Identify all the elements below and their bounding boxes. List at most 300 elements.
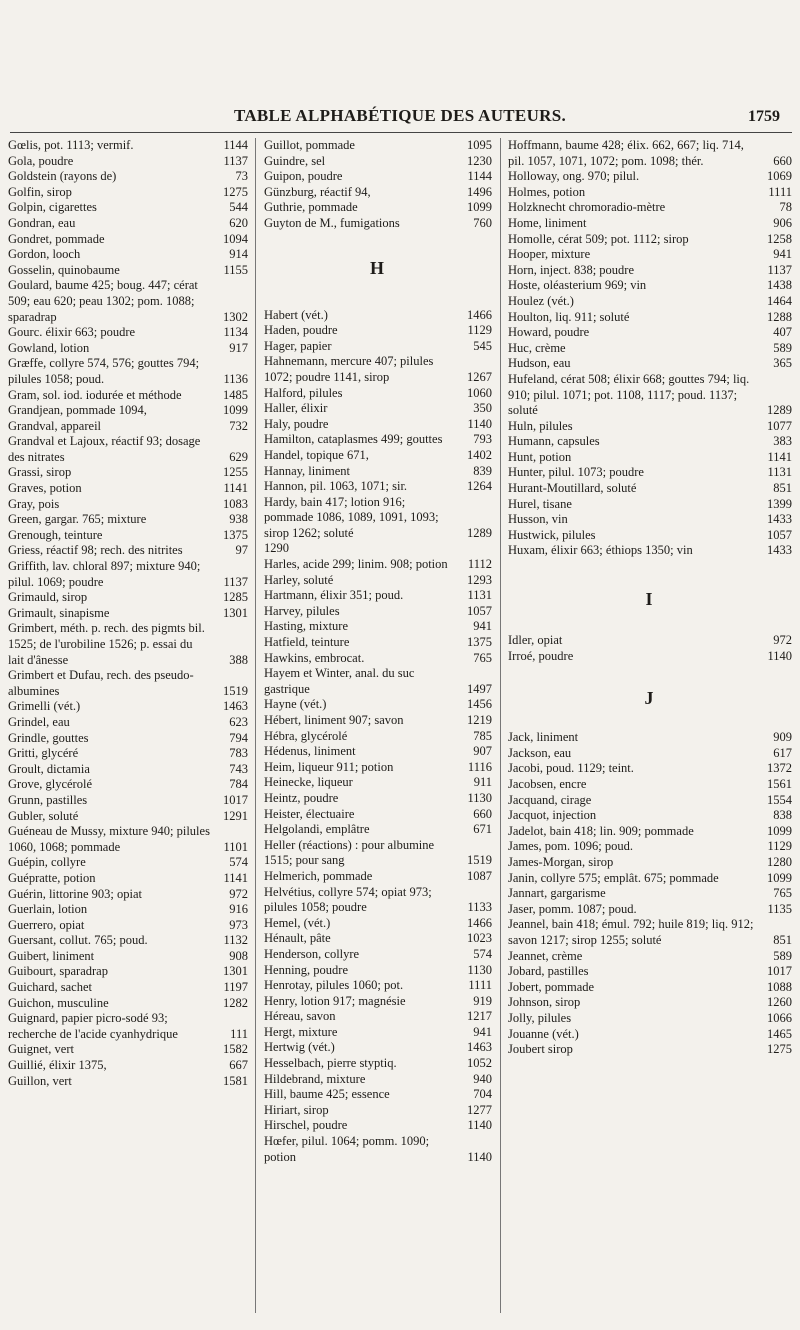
entry-page: 1077 xyxy=(767,418,792,433)
index-entry xyxy=(262,729,492,745)
entry-page: 1301 xyxy=(223,964,248,979)
index-entry xyxy=(262,744,492,760)
entry-text: Handel, topique 671, xyxy=(264,447,369,462)
entry-text: Jacobi, poud. 1129; teint. xyxy=(508,761,634,776)
entry-text: Grandjean, pommade 1094, xyxy=(8,403,147,418)
entry-page: 1140 xyxy=(467,416,492,431)
entry-page: 793 xyxy=(473,432,492,447)
entry-page: 1288 xyxy=(767,309,792,324)
index-entry xyxy=(6,434,248,465)
entry-text: Hédenus, liniment xyxy=(264,744,356,759)
index-entry xyxy=(262,154,492,170)
index-entry xyxy=(262,775,492,791)
entry-text: Griess, réactif 98; rech. des nitrites xyxy=(8,543,183,558)
entry-text: Jackson, eau xyxy=(508,745,572,760)
index-entry xyxy=(6,746,248,762)
index-entry xyxy=(262,495,492,542)
entry-text: Jobard, pastilles xyxy=(508,964,589,979)
index-entry xyxy=(6,902,248,918)
index-entry xyxy=(506,294,792,310)
index-entry xyxy=(6,169,248,185)
entry-page: 1275 xyxy=(223,184,248,199)
index-entry xyxy=(6,497,248,513)
entry-text: Haller, élixir xyxy=(264,401,328,416)
index-entry xyxy=(262,807,492,823)
index-entry xyxy=(6,528,248,544)
index-entry xyxy=(506,216,792,232)
index-entry xyxy=(262,838,492,869)
index-entry xyxy=(6,933,248,949)
entry-text: Goldstein (rayons de) xyxy=(8,169,117,184)
entry-text: Grimault, sinapisme xyxy=(8,605,110,620)
index-entry xyxy=(6,855,248,871)
entry-text: Gœlis, pot. 1113; vermif. xyxy=(8,138,134,152)
index-entry xyxy=(506,917,792,948)
entry-page: 784 xyxy=(229,777,248,792)
entry-text: Guthrie, pommade xyxy=(264,200,358,215)
entry-page: 1582 xyxy=(223,1042,248,1057)
entry-page: 783 xyxy=(229,746,248,761)
entry-text: 1290 xyxy=(264,541,289,556)
page-title: TABLE ALPHABÉTIQUE DES AUTEURS. xyxy=(233,106,567,125)
index-entry xyxy=(506,886,792,902)
entry-text: Hergt, mixture xyxy=(264,1024,338,1039)
index-entry xyxy=(6,824,248,855)
entry-page: 1112 xyxy=(467,557,492,572)
entry-page: 1141 xyxy=(223,870,248,885)
entry-page: 589 xyxy=(773,948,792,963)
entry-page: 704 xyxy=(473,1087,492,1102)
entry-text: Guichon, musculine xyxy=(8,995,109,1010)
entry-text: Haly, poudre xyxy=(264,416,329,431)
index-entry xyxy=(262,822,492,838)
index-entry xyxy=(262,200,492,216)
index-entry xyxy=(262,557,492,573)
index-entry xyxy=(262,869,492,885)
entry-page: 1581 xyxy=(223,1073,248,1088)
index-entry xyxy=(506,746,792,762)
entry-page: 1456 xyxy=(467,697,492,712)
entry-page: 671 xyxy=(473,822,492,837)
index-entry xyxy=(262,916,492,932)
index-entry xyxy=(6,403,248,419)
entry-text: Græffe, collyre 574, 576; gouttes 794; pilules 1058; poud. xyxy=(8,356,200,386)
entry-page: 1141 xyxy=(223,481,248,496)
index-entry xyxy=(262,417,492,433)
entry-text: Henning, poudre xyxy=(264,962,349,977)
index-entry xyxy=(262,354,492,385)
index-entry xyxy=(262,432,492,448)
entry-page: 574 xyxy=(229,855,248,870)
entry-page: 1017 xyxy=(767,964,792,979)
entry-text: Idler, opiat xyxy=(508,633,563,648)
index-entry xyxy=(506,1042,792,1058)
entry-page: 1023 xyxy=(467,931,492,946)
index-column-2 xyxy=(262,138,492,1165)
entry-text: Hemel, (vét.) xyxy=(264,915,331,930)
index-entry xyxy=(506,964,792,980)
entry-page: 545 xyxy=(473,338,492,353)
entry-page: 111 xyxy=(230,1026,248,1041)
entry-page: 1111 xyxy=(468,978,492,993)
index-entry xyxy=(6,590,248,606)
entry-page: 97 xyxy=(235,543,248,558)
index-entry xyxy=(262,635,492,651)
index-entry xyxy=(6,388,248,404)
entry-page: 1140 xyxy=(767,648,792,663)
entry-page: 941 xyxy=(473,1024,492,1039)
entry-page: 407 xyxy=(773,325,792,340)
entry-page: 1129 xyxy=(467,323,492,338)
index-entry xyxy=(262,760,492,776)
entry-text: Helvétius, collyre 574; opiat 973; pilules 1058; poudre xyxy=(264,884,432,915)
entry-text: Jacquot, injection xyxy=(508,808,597,823)
index-entry xyxy=(506,465,792,481)
entry-page: 1301 xyxy=(223,605,248,620)
index-entry xyxy=(506,450,792,466)
entry-page: 1130 xyxy=(467,962,492,977)
entry-page: 1136 xyxy=(223,371,248,386)
entry-text: Halford, pilules xyxy=(264,385,343,400)
entry-page: 839 xyxy=(473,463,492,478)
index-entry xyxy=(6,918,248,934)
entry-text: Huc, crème xyxy=(508,340,566,355)
index-entry xyxy=(262,619,492,635)
entry-text: Heintz, poudre xyxy=(264,790,339,805)
entry-page: 1258 xyxy=(767,231,792,246)
entry-page: 914 xyxy=(229,247,248,262)
entry-page: 78 xyxy=(779,200,792,215)
entry-page: 907 xyxy=(473,744,492,759)
index-entry xyxy=(262,185,492,201)
index-entry xyxy=(6,1042,248,1058)
index-entry xyxy=(506,1011,792,1027)
entry-page: 1137 xyxy=(223,153,248,168)
entry-page: 1289 xyxy=(467,525,492,540)
entry-page: 1094 xyxy=(223,231,248,246)
entry-page: 1099 xyxy=(767,870,792,885)
entry-page: 765 xyxy=(473,650,492,665)
index-entry xyxy=(6,465,248,481)
entry-page: 1466 xyxy=(467,915,492,930)
index-entry xyxy=(262,1072,492,1088)
entry-page: 1101 xyxy=(223,839,248,854)
index-entry xyxy=(262,697,492,713)
entry-page: 973 xyxy=(229,917,248,932)
entry-page: 1197 xyxy=(223,980,248,995)
entry-text: Hudson, eau xyxy=(508,356,571,371)
entry-page: 1399 xyxy=(767,496,792,511)
entry-text: Homolle, cérat 509; pot. 1112; sirop xyxy=(508,231,689,246)
entry-page: 743 xyxy=(229,761,248,776)
entry-text: Guépratte, potion xyxy=(8,870,96,885)
entry-page: 1282 xyxy=(223,995,248,1010)
index-entry xyxy=(262,713,492,729)
entry-page: 667 xyxy=(229,1058,248,1073)
index-entry xyxy=(262,464,492,480)
entry-page: 350 xyxy=(473,401,492,416)
index-entry xyxy=(6,980,248,996)
entry-text: Helgolandi, emplâtre xyxy=(264,822,370,837)
entry-text: Golpin, cigarettes xyxy=(8,200,97,215)
index-entry xyxy=(6,793,248,809)
index-entry xyxy=(6,762,248,778)
entry-text: Héreau, savon xyxy=(264,1009,336,1024)
entry-text: Gondret, pommade xyxy=(8,231,105,246)
entry-page: 1111 xyxy=(768,184,792,199)
index-entry xyxy=(6,777,248,793)
index-entry xyxy=(6,871,248,887)
entry-text: Hesselbach, pierre styptiq. xyxy=(264,1056,397,1071)
index-entry xyxy=(262,1103,492,1119)
entry-page: 1463 xyxy=(467,1040,492,1055)
index-entry xyxy=(506,310,792,326)
entry-text: Guillié, élixir 1375, xyxy=(8,1058,107,1073)
index-entry xyxy=(6,512,248,528)
entry-page: 1438 xyxy=(767,278,792,293)
entry-text: Harley, soluté xyxy=(264,572,334,587)
entry-text: Hahnemann, mercure 407; pilules 1072; poudre 1141, sirop xyxy=(264,354,434,384)
entry-page: 1135 xyxy=(767,901,792,916)
entry-page: 1129 xyxy=(767,839,792,854)
index-entry xyxy=(6,1074,248,1090)
entry-text: Griffith, lav. chloral 897; mixture 940; pilul. 1069; poudre xyxy=(8,559,201,589)
entry-page: 1132 xyxy=(223,933,248,948)
entry-text: Heller (réactions) : pour albumine 1515; pour sang xyxy=(264,837,435,868)
entry-text: Jacobsen, encre xyxy=(508,777,587,791)
entry-page: 1554 xyxy=(767,792,792,807)
entry-text: Hannay, liniment xyxy=(264,463,350,478)
entry-text: Gourc. élixir 663; poudre xyxy=(8,325,136,340)
entry-page: 1496 xyxy=(467,184,492,199)
index-entry xyxy=(506,169,792,185)
entry-text: Hayem et Winter, anal. du suc gastrique xyxy=(264,666,415,696)
index-entry xyxy=(6,809,248,825)
entry-text: Guillon, vert xyxy=(8,1073,72,1088)
entry-page: 620 xyxy=(229,215,248,230)
entry-page: 1057 xyxy=(767,527,792,542)
index-entry xyxy=(262,651,492,667)
entry-text: Hunter, pilul. 1073; poudre xyxy=(508,465,644,480)
entry-text: Hardy, bain 417; lotion 916; pommade 1086, 1089, 1091, 1093; sirop 1262; soluté xyxy=(264,494,439,540)
entry-text: Harles, acide 299; linim. 908; potion xyxy=(264,557,448,572)
index-entry xyxy=(506,247,792,263)
entry-page: 1088 xyxy=(767,979,792,994)
entry-text: Grassi, sirop xyxy=(8,465,72,480)
entry-text: Guyton de M., fumigations xyxy=(264,215,400,230)
entry-page: 1116 xyxy=(467,759,492,774)
index-entry xyxy=(506,761,792,777)
entry-page: 906 xyxy=(773,215,792,230)
index-entry xyxy=(262,1040,492,1056)
entry-text: Jacquand, cirage xyxy=(508,792,592,807)
entry-page: 1375 xyxy=(223,527,248,542)
entry-page: 1260 xyxy=(767,995,792,1010)
entry-text: Holloway, ong. 970; pilul. xyxy=(508,169,640,184)
index-entry xyxy=(262,666,492,697)
entry-text: Jannart, gargarisme xyxy=(508,886,606,901)
index-entry xyxy=(506,824,792,840)
entry-page: 1255 xyxy=(223,465,248,480)
index-entry xyxy=(506,793,792,809)
index-entry xyxy=(262,169,492,185)
entry-text: Grimbert, méth. p. rech. des pigmts bil. 1525; de l'urobiline 1526; p. essai du lait d'ânesse xyxy=(8,621,205,667)
entry-page: 1133 xyxy=(467,900,492,915)
index-entry xyxy=(6,996,248,1012)
entry-page: 623 xyxy=(229,714,248,729)
entry-page: 1083 xyxy=(223,496,248,511)
entry-page: 73 xyxy=(235,169,248,184)
index-entry xyxy=(506,855,792,871)
entry-page: 1131 xyxy=(767,465,792,480)
index-entry xyxy=(262,931,492,947)
entry-page: 1561 xyxy=(767,777,792,791)
entry-page: 383 xyxy=(773,434,792,449)
entry-text: James-Morgan, sirop xyxy=(508,854,614,869)
entry-page: 851 xyxy=(773,932,792,947)
entry-page: 1060 xyxy=(467,385,492,400)
entry-page: 941 xyxy=(773,247,792,262)
entry-text: Houlez (vét.) xyxy=(508,293,574,308)
entry-page: 617 xyxy=(773,745,792,760)
entry-text: Heinecke, liqueur xyxy=(264,775,353,790)
index-entry xyxy=(6,621,248,668)
entry-text: Grimbert et Dufau, rech. des pseudo-albumines xyxy=(8,668,194,698)
entry-page: 1155 xyxy=(223,262,248,277)
entry-text: Howard, poudre xyxy=(508,325,590,340)
entry-text: Hatfield, teinture xyxy=(264,635,350,650)
entry-text: Guéneau de Mussy, mixture 940; pilules 1060, 1068; pommade xyxy=(8,824,210,854)
index-entry xyxy=(506,497,792,513)
entry-page: 851 xyxy=(773,481,792,496)
entry-page: 1134 xyxy=(223,325,248,340)
index-entry xyxy=(6,216,248,232)
entry-text: Huxam, élixir 663; éthiops 1350; vin xyxy=(508,543,693,558)
index-entry xyxy=(6,1011,248,1042)
entry-text: Hamilton, cataplasmes 499; gouttes xyxy=(264,432,443,447)
entry-text: Grindel, eau xyxy=(8,714,70,729)
index-entry xyxy=(262,216,492,232)
index-entry xyxy=(506,902,792,918)
column-separator xyxy=(500,138,501,1313)
entry-page: 1485 xyxy=(223,387,248,402)
entry-page: 1285 xyxy=(223,590,248,605)
index-entry xyxy=(262,791,492,807)
entry-page: 1230 xyxy=(467,153,492,168)
entry-page: 544 xyxy=(229,200,248,215)
index-entry xyxy=(262,448,492,464)
entry-text: Irroé, poudre xyxy=(508,648,574,663)
entry-text: Jouanne (vét.) xyxy=(508,1026,579,1041)
entry-page: 1144 xyxy=(223,138,248,152)
index-entry xyxy=(6,559,248,590)
letter-heading: J xyxy=(644,688,654,709)
index-entry xyxy=(506,356,792,372)
index-entry xyxy=(262,604,492,620)
entry-page: 1069 xyxy=(767,169,792,184)
entry-page: 1066 xyxy=(767,1010,792,1025)
index-entry xyxy=(262,947,492,963)
entry-page: 785 xyxy=(473,728,492,743)
entry-page: 938 xyxy=(229,512,248,527)
entry-page: 1277 xyxy=(467,1102,492,1117)
entry-text: Huln, pilules xyxy=(508,418,573,433)
entry-page: 1144 xyxy=(467,169,492,184)
index-entry xyxy=(6,543,248,559)
entry-text: Guignet, vert xyxy=(8,1042,74,1057)
index-entry xyxy=(6,964,248,980)
entry-text: Grunn, pastilles xyxy=(8,792,88,807)
index-entry xyxy=(506,185,792,201)
index-entry xyxy=(506,419,792,435)
entry-text: Hurant-Moutillard, soluté xyxy=(508,481,637,496)
entry-page: 940 xyxy=(473,1071,492,1086)
entry-page: 1302 xyxy=(223,309,248,324)
index-entry xyxy=(262,885,492,916)
index-entry xyxy=(6,668,248,699)
index-entry xyxy=(506,512,792,528)
index-entry xyxy=(506,777,792,793)
index-entry xyxy=(262,978,492,994)
index-entry xyxy=(506,1027,792,1043)
entry-text: Jeannel, bain 418; émul. 792; huile 819; liq. 912; savon 1217; sirop 1255; soluté xyxy=(508,917,754,947)
index-entry xyxy=(6,278,248,325)
index-entry xyxy=(262,1118,492,1134)
index-entry xyxy=(6,481,248,497)
index-entry xyxy=(506,543,792,559)
entry-text: Home, liniment xyxy=(508,215,587,230)
entry-page: 1464 xyxy=(767,293,792,308)
entry-text: Gola, poudre xyxy=(8,153,74,168)
entry-page: 911 xyxy=(473,775,492,790)
entry-page: 1057 xyxy=(467,603,492,618)
entry-text: Guérin, littorine 903; opiat xyxy=(8,886,143,901)
entry-page: 1293 xyxy=(467,572,492,587)
index-entry xyxy=(6,949,248,965)
entry-text: Jadelot, bain 418; lin. 909; pommade xyxy=(508,823,694,838)
index-entry xyxy=(6,185,248,201)
index-entry xyxy=(262,401,492,417)
entry-page: 1372 xyxy=(767,761,792,776)
index-entry xyxy=(506,232,792,248)
entry-text: Grimauld, sirop xyxy=(8,590,88,605)
index-entry xyxy=(506,481,792,497)
index-entry xyxy=(506,995,792,1011)
page-header xyxy=(0,106,800,130)
entry-page: 660 xyxy=(473,806,492,821)
entry-text: Henderson, collyre xyxy=(264,946,360,961)
entry-text: Humann, capsules xyxy=(508,434,600,449)
index-entry xyxy=(506,372,792,419)
entry-text: Golfin, sirop xyxy=(8,184,72,199)
index-entry xyxy=(6,606,248,622)
entry-text: Hoffmann, baume 428; élix. 662, 667; liq. 714, pil. 1057, 1071, 1072; pom. 1098; thér. xyxy=(508,138,744,168)
entry-text: Grandval, appareil xyxy=(8,418,102,433)
entry-page: 1280 xyxy=(767,854,792,869)
entry-text: Hœfer, pilul. 1064; pomm. 1090; potion xyxy=(264,1134,430,1164)
entry-page: 838 xyxy=(773,808,792,823)
entry-page: 1402 xyxy=(467,447,492,462)
entry-text: Holzknecht chromoradio-mètre xyxy=(508,200,666,215)
entry-text: Guerrero, opiat xyxy=(8,917,85,932)
entry-text: Johnson, sirop xyxy=(508,995,581,1010)
entry-page: 660 xyxy=(773,153,792,168)
entry-text: Green, gargar. 765; mixture xyxy=(8,512,147,527)
entry-text: Guillot, pommade xyxy=(264,138,355,152)
entry-page: 1289 xyxy=(767,403,792,418)
index-entry xyxy=(506,434,792,450)
entry-page: 589 xyxy=(773,340,792,355)
